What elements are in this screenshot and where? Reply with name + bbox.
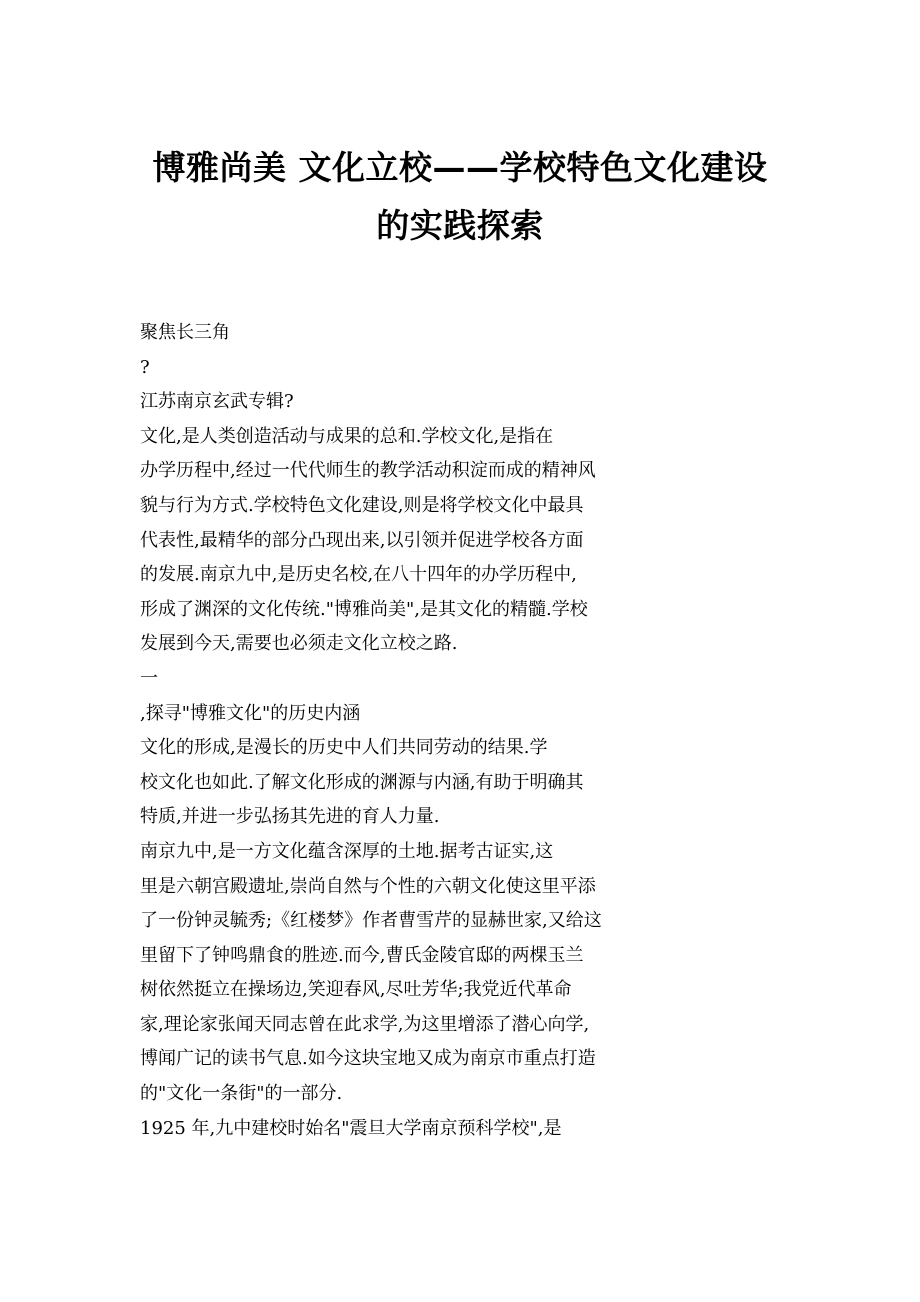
- body-line: 代表性,最精华的部分凸现出来,以引领并促进学校各方面: [140, 529, 584, 551]
- body-line: 文化的形成,是漫长的历史中人们共同劳动的结果.学: [140, 737, 548, 759]
- body-line: 1925 年,九中建校时始名"震旦大学南京预科学校",是: [140, 1117, 562, 1139]
- body-line: 形成了渊深的文化传统."博雅尚美",是其文化的精髓.学校: [140, 598, 588, 620]
- section-heading: ,探寻"博雅文化"的历史内涵: [140, 702, 361, 724]
- document-body: [140, 316, 760, 1146]
- body-line: 的"文化一条街"的一部分.: [140, 1083, 343, 1105]
- body-line: 校文化也如此.了解文化形成的渊源与内涵,有助于明确其: [140, 771, 584, 793]
- document-title-line-2: 的实践探索: [376, 206, 544, 245]
- body-line: 博闻广记的读书气息.如今这块宝地又成为南京市重点打造: [140, 1048, 596, 1070]
- body-line: 文化,是人类创造活动与成果的总和.学校文化,是指在: [140, 425, 554, 447]
- body-line: 家,理论家张闻天同志曾在此求学,为这里增添了潜心向学,: [140, 1013, 590, 1035]
- body-line: ?: [140, 356, 150, 378]
- body-line: 的发展.南京九中,是历史名校,在八十四年的办学历程中,: [140, 564, 577, 586]
- body-line: 南京九中,是一方文化蕴含深厚的土地.据考古证实,这: [140, 840, 554, 862]
- document-title-line-1: 博雅尚美 文化立校——学校特色文化建设: [152, 148, 768, 187]
- body-line: 了一份钟灵毓秀;《红楼梦》作者曹雪芹的显赫世家,又给这: [140, 910, 602, 932]
- body-line: 里留下了钟鸣鼎食的胜迹.而今,曹氏金陵官邸的两棵玉兰: [140, 944, 584, 966]
- body-line: 特质,并进一步弘扬其先进的育人力量.: [140, 806, 440, 828]
- body-line: 江苏南京玄武专辑?: [140, 391, 294, 413]
- body-line: 办学历程中,经过一代代师生的教学活动积淀而成的精神风: [140, 460, 596, 482]
- body-line: 聚焦长三角: [140, 322, 230, 343]
- section-number: 一: [140, 667, 158, 689]
- body-line: 树依然挺立在操场边,笑迎春风,尽吐芳华;我党近代革命: [140, 979, 572, 1001]
- body-line: 里是六朝宫殿遗址,崇尚自然与个性的六朝文化使这里平添: [140, 875, 596, 897]
- body-line: 貌与行为方式.学校特色文化建设,则是将学校文化中最具: [140, 494, 584, 516]
- body-line: 发展到今天,需要也必须走文化立校之路.: [140, 633, 458, 655]
